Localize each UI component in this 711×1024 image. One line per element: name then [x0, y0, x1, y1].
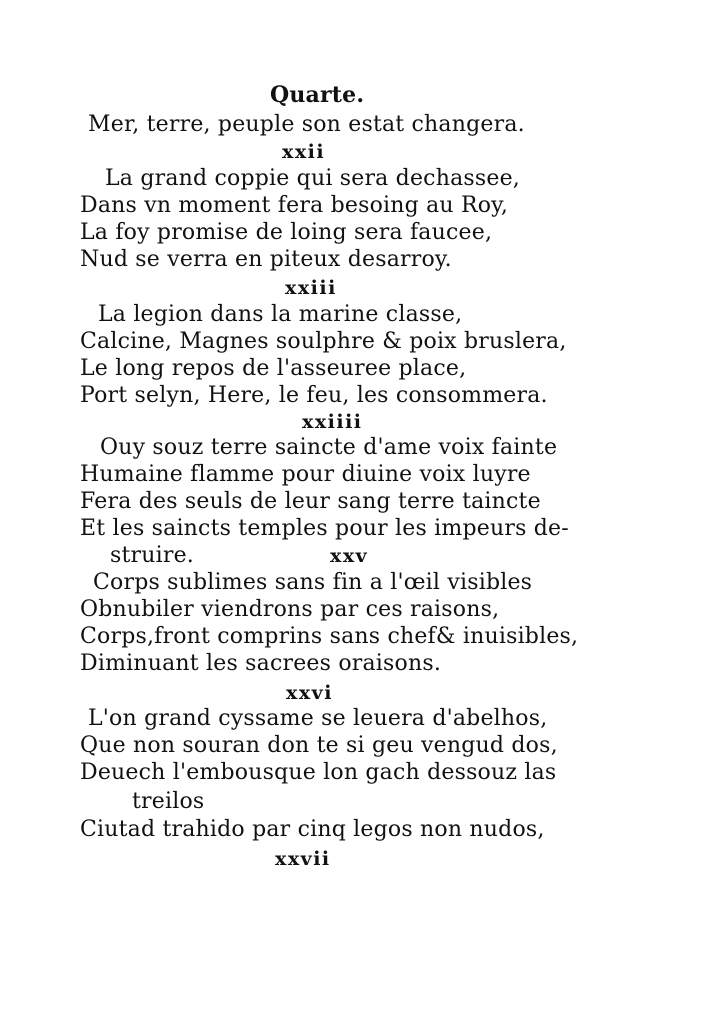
verse-line: treilos	[132, 789, 205, 814]
verse-line: Port selyn, Here, le feu, les consommera.	[80, 383, 548, 408]
verse-line: Dans vn moment fera besoing au Roy,	[80, 193, 509, 218]
verse-line: Mer, terre, peuple son estat changera.	[88, 112, 525, 137]
quatrain-number: xxv	[330, 545, 369, 567]
quatrain-number: xxiiii	[302, 411, 363, 433]
verse-line: Le long repos de l'asseuree place,	[80, 356, 467, 381]
verse-line: La foy promise de loing sera faucee,	[80, 220, 493, 245]
verse-line: Humaine flamme pour diuine voix luyre	[80, 462, 531, 487]
quatrain-number: xxvii	[275, 848, 331, 870]
verse-line: Fera des seuls de leur sang terre taincte	[80, 489, 541, 514]
verse-line: Ciutad trahido par cinq legos non nudos,	[80, 817, 545, 842]
quatrain-number: xxvi	[286, 682, 333, 704]
verse-line: Diminuant les sacrees oraisons.	[80, 651, 442, 676]
verse-line: Que non souran don te si geu vengud dos,	[80, 733, 558, 758]
quatrain-number: xxii	[282, 141, 326, 163]
verse-line: Corps,front comprins sans chef& inuisibles,	[80, 624, 579, 649]
verse-line: Calcine, Magnes soulphre & poix bruslera,	[80, 329, 567, 354]
quatrain-number: xxiii	[285, 277, 337, 299]
verse-line: Corps sublimes sans fin a l'œil visibles	[93, 570, 533, 595]
verse-line: Nud se verra en piteux desarroy.	[80, 247, 452, 272]
verse-line: Et les saincts temples pour les impeurs de-	[80, 516, 569, 541]
verse-line: Deuech l'embousque lon gach dessouz las	[80, 760, 557, 785]
verse-line: L'on grand cyssame se leuera d'abelhos,	[88, 706, 548, 731]
verse-line: La grand coppie qui sera dechassee,	[105, 166, 520, 191]
verse-line: Ouy souz terre saincte d'ame voix fainte	[100, 435, 558, 460]
running-head: Quarte.	[270, 82, 365, 108]
verse-line: struire.	[110, 543, 194, 568]
verse-line: Obnubiler viendrons par ces raisons,	[80, 597, 500, 622]
verse-line: La legion dans la marine classe,	[98, 302, 463, 327]
